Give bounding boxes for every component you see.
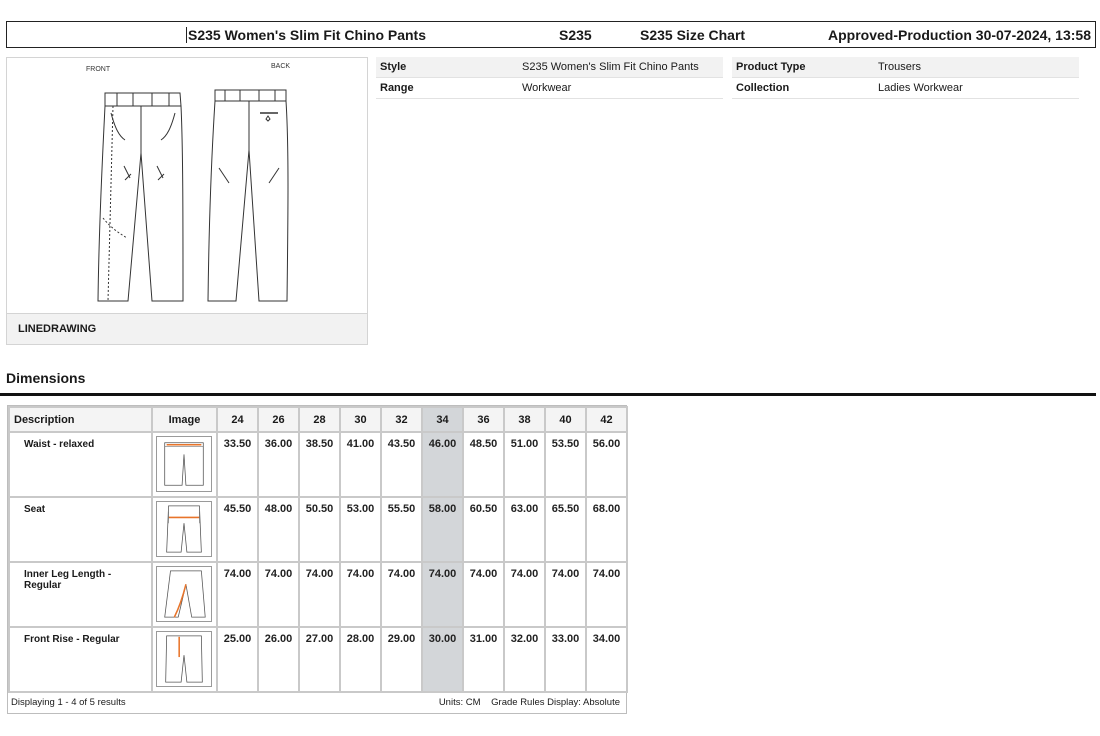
table-row[interactable] [9,497,627,562]
units-label: Units: CM [438,697,481,708]
size-value: 48.50 [463,432,504,497]
measurement-image-cell [152,627,217,692]
table-row[interactable] [9,562,627,627]
column-header-size-28[interactable]: 28 [299,407,340,432]
column-header-size-38[interactable]: 38 [504,407,545,432]
size-value: 74.00 [340,562,381,627]
size-value: 51.00 [504,432,545,497]
table-row[interactable] [9,432,627,497]
size-chart-name: S235 Size Chart [640,27,746,43]
attribute-label-product-type: Product Type [732,57,874,78]
size-value: 68.00 [586,497,627,562]
column-header-size-36[interactable]: 36 [463,407,504,432]
size-value-highlighted: 30.00 [422,627,463,692]
measurement-name: Front Rise - Regular [9,627,152,692]
back-trousers-icon [208,90,288,301]
dimensions-grid [7,405,627,714]
size-value: 74.00 [463,562,504,627]
table-settings [431,697,620,708]
size-value: 33.50 [217,432,258,497]
size-value: 29.00 [381,627,422,692]
attribute-label-range: Range [376,78,518,99]
attribute-label-collection: Collection [732,78,874,99]
size-value: 55.50 [381,497,422,562]
attribute-row [376,57,1079,78]
column-header-description[interactable]: Description [9,407,152,432]
front-rise-measure-icon [156,631,212,687]
style-title: S235 Women's Slim Fit Chino Pants [188,27,427,43]
approval-status: Approved-Production 30-07-2024, 13:58 [828,27,1091,43]
size-value: 38.50 [299,432,340,497]
size-value: 50.50 [299,497,340,562]
style-code: S235 [559,27,592,43]
attribute-label-style: Style [376,57,518,78]
size-value-highlighted: 74.00 [422,562,463,627]
attribute-row [376,78,1079,99]
front-label: FRONT [86,66,111,73]
size-value: 36.00 [258,432,299,497]
header-bar [6,21,1096,48]
dimensions-divider [0,393,1096,396]
size-value: 26.00 [258,627,299,692]
column-header-size-42[interactable]: 42 [586,407,627,432]
size-value: 34.00 [586,627,627,692]
column-header-size-24[interactable]: 24 [217,407,258,432]
results-count: Displaying 1 - 4 of 5 results [11,697,126,708]
size-value: 31.00 [463,627,504,692]
size-value: 27.00 [299,627,340,692]
attribute-value-product-type: Trousers [874,57,1079,78]
size-value: 74.00 [504,562,545,627]
size-value-highlighted: 58.00 [422,497,463,562]
size-value: 43.50 [381,432,422,497]
size-value: 53.00 [340,497,381,562]
size-value: 74.00 [258,562,299,627]
column-header-size-32[interactable]: 32 [381,407,422,432]
size-value: 25.00 [217,627,258,692]
column-header-size-34[interactable]: 34 [422,407,463,432]
attribute-value-collection: Ladies Workwear [874,78,1079,99]
size-value: 56.00 [586,432,627,497]
table-row[interactable] [9,627,627,692]
measurement-image-cell [152,432,217,497]
dimensions-heading: Dimensions [6,370,86,386]
size-value: 63.00 [504,497,545,562]
linedrawing-caption: LINEDRAWING [7,313,367,344]
size-value: 45.50 [217,497,258,562]
grade-rules-label: Grade Rules Display: Absolute [491,697,620,708]
back-label: BACK [271,63,291,70]
column-header-size-26[interactable]: 26 [258,407,299,432]
dimensions-table [8,406,628,693]
inner-leg-measure-icon [156,566,212,622]
table-header-row [9,407,627,432]
attribute-value-style: S235 Women's Slim Fit Chino Pants [518,57,723,78]
size-value: 48.00 [258,497,299,562]
size-value: 74.00 [299,562,340,627]
column-header-size-30[interactable]: 30 [340,407,381,432]
seat-measure-icon [156,501,212,557]
attribute-value-range: Workwear [518,78,723,99]
front-trousers-icon [98,93,183,301]
size-value: 65.50 [545,497,586,562]
size-value-highlighted: 46.00 [422,432,463,497]
size-value: 53.50 [545,432,586,497]
size-value: 33.00 [545,627,586,692]
style-attributes [376,57,1079,99]
column-header-size-40[interactable]: 40 [545,407,586,432]
size-value: 74.00 [381,562,422,627]
size-value: 28.00 [340,627,381,692]
waist-measure-icon [156,436,212,492]
column-header-image[interactable]: Image [152,407,217,432]
size-value: 74.00 [545,562,586,627]
table-footer [8,692,626,713]
size-value: 74.00 [586,562,627,627]
size-value: 32.00 [504,627,545,692]
measurement-name: Waist - relaxed [9,432,152,497]
size-value: 41.00 [340,432,381,497]
measurement-image-cell [152,562,217,627]
size-value: 60.50 [463,497,504,562]
measurement-image-cell [152,497,217,562]
linedrawing-panel [6,57,368,345]
measurement-name: Seat [9,497,152,562]
measurement-name: Inner Leg Length - Regular [9,562,152,627]
linedrawing-image[interactable] [7,58,367,314]
size-value: 74.00 [217,562,258,627]
